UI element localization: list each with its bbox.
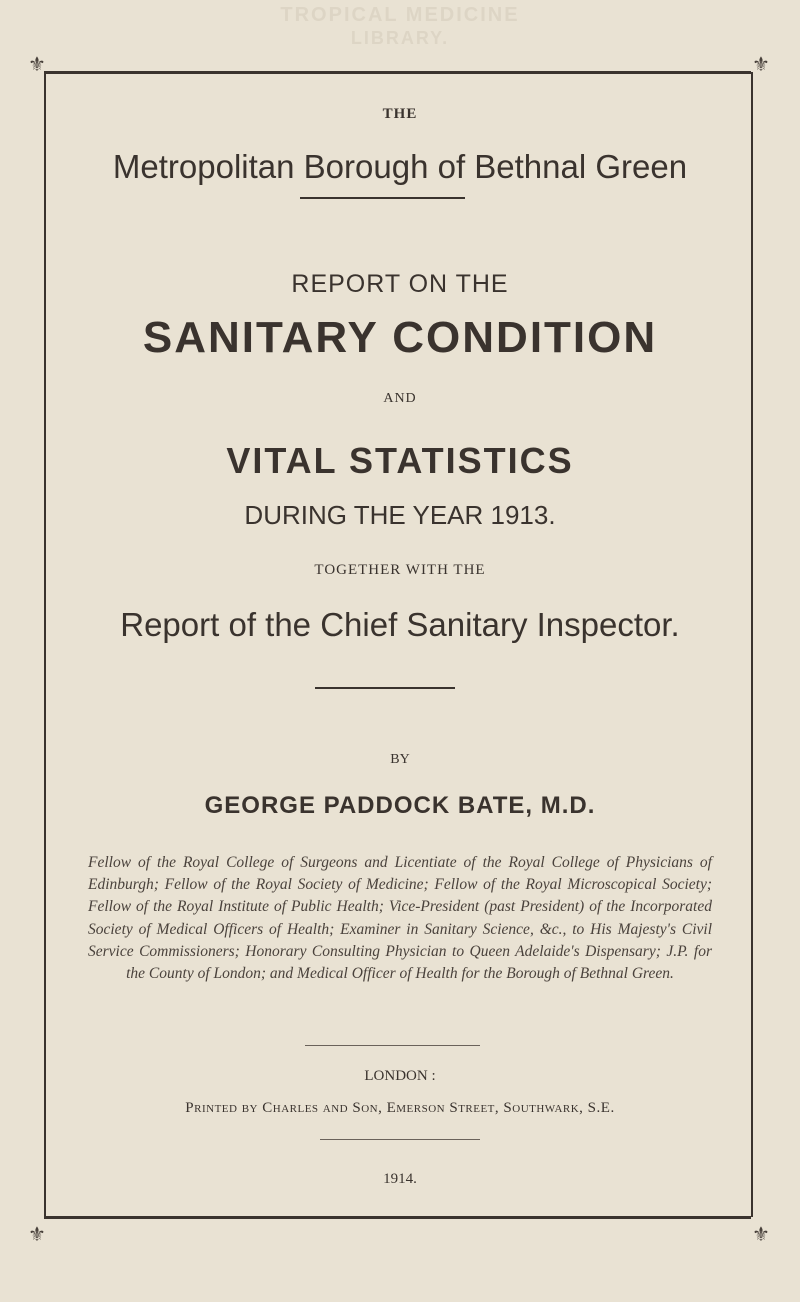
report-on-the: REPORT ON THE [291, 270, 509, 298]
fleuron-icon: ⚜ [28, 54, 46, 76]
author-name: GEORGE PADDOCK BATE, M.D. [204, 792, 596, 819]
fleuron-icon: ⚜ [752, 1224, 770, 1246]
divider [315, 687, 455, 689]
border-bottom [44, 1216, 751, 1219]
imprint-printer: Printed by Charles and Son, Emerson Street, Southwark, S.E. [185, 1100, 615, 1116]
year-line: DURING THE YEAR 1913. [244, 500, 556, 530]
together-line: TOGETHER WITH THE [314, 562, 486, 578]
divider [300, 197, 465, 199]
and-label: AND [383, 391, 417, 406]
divider [305, 1045, 480, 1046]
inspector-title: Report of the Chief Sanitary Inspector. [120, 606, 680, 643]
borough-title: Metropolitan Borough of Bethnal Green [112, 148, 688, 185]
by-label: BY [390, 752, 410, 767]
main-title-sanitary: SANITARY CONDITION [142, 313, 658, 362]
author-credentials: Fellow of the Royal College of Surgeons and Licentiate of the Royal College of Physicians of Edinburgh; Fellow of the Royal Society of Medicine; Fellow of the Royal Microscopical Society; Fellow of the Royal Institute of Public Health; Vice-President (past President) of the Incorporated Society of Medical Officers of Health; Examiner in Sanitary Science, &c., to His Majesty's Civil Service Commissioners; Honorary Consulting Physician to Queen Adelaide's Dispensary; J.P. for the County of London; and Medical Officer of Health for the Borough of Bethnal Green. [88, 854, 712, 983]
library-stamp-line2: LIBRARY. [350, 28, 450, 48]
main-title-vital: VITAL STATISTICS [226, 440, 574, 481]
title-the: THE [382, 106, 418, 122]
border-top [44, 71, 751, 74]
library-stamp-line1: TROPICAL MEDICINE [280, 4, 520, 26]
fleuron-icon: ⚜ [752, 54, 770, 76]
imprint-year: 1914. [383, 1171, 417, 1187]
fleuron-icon: ⚜ [28, 1224, 46, 1246]
divider [320, 1139, 480, 1140]
imprint-place: LONDON : [364, 1068, 436, 1084]
